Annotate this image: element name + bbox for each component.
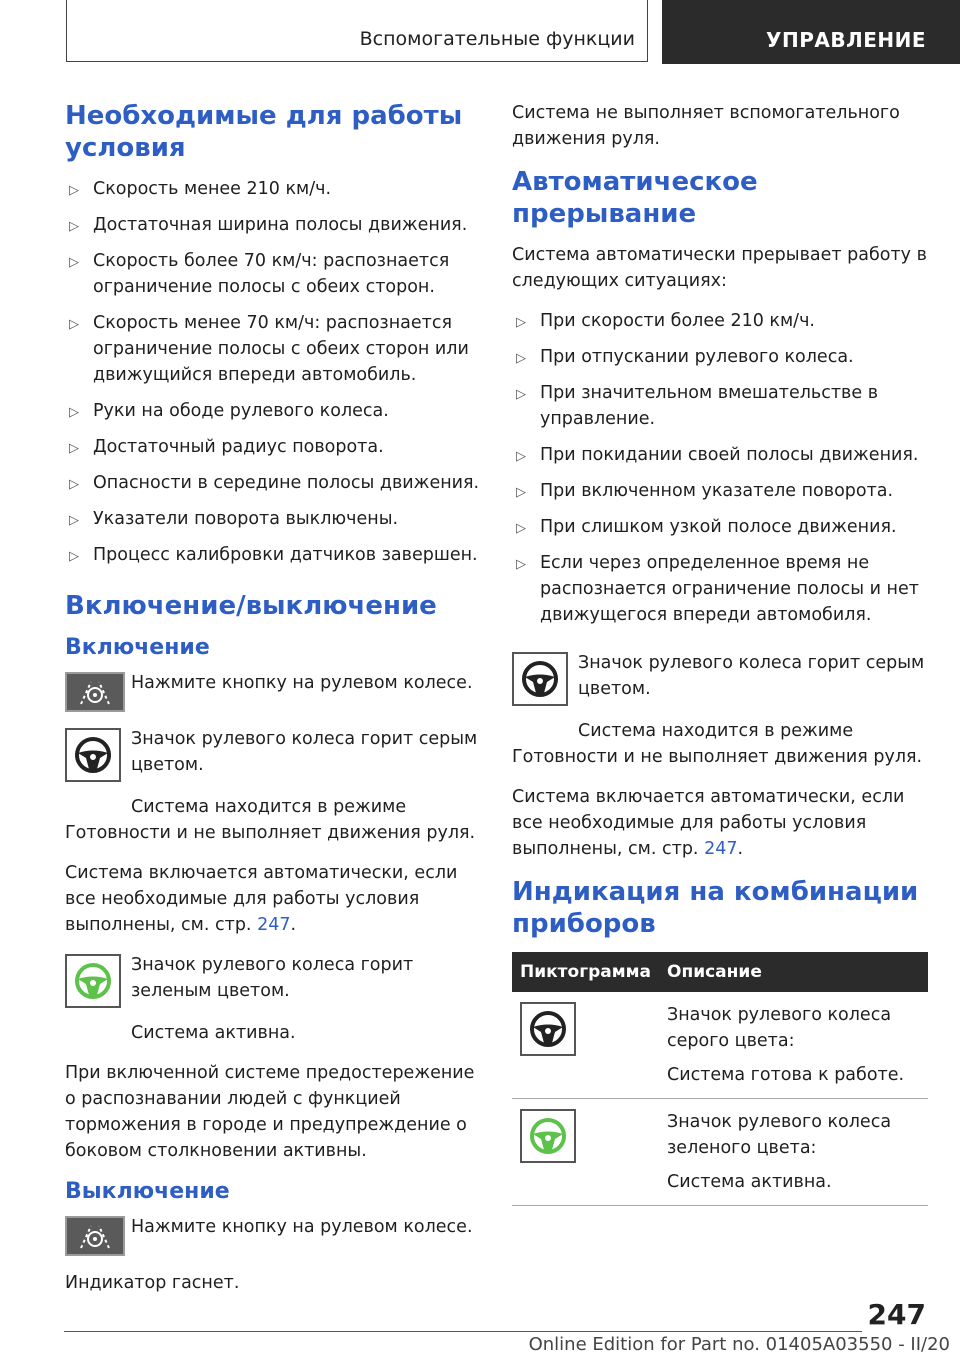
green-icon-text: Значок рулевого колеса горит зеленым цветом. [131, 955, 414, 1001]
switch-off-row [65, 1214, 481, 1262]
list-item: ▷ Указатели поворота выключены. [65, 506, 481, 532]
ready-text: Система находится в режиме Готовности и не выполняет движения руля. [512, 721, 923, 767]
footer-edition: Online Edition for Part no. 01405A03550 - II/20 [528, 1334, 950, 1355]
triangle-bullet-icon: ▷ [69, 405, 79, 420]
triangle-bullet-icon: ▷ [69, 513, 79, 528]
page-link[interactable]: 247 [257, 915, 291, 935]
steering-wheel-green-icon [520, 1109, 576, 1163]
switch-on-instruction: Нажмите кнопку на рулевом колесе. [131, 673, 473, 693]
triangle-bullet-icon: ▷ [516, 351, 526, 366]
table-header-pictogram: Пиктограмма [512, 952, 659, 992]
interrupts-list [512, 308, 928, 628]
grey-icon-row-right [512, 650, 928, 710]
table-cell-icon [512, 992, 659, 1099]
list-item: ▷ Скорость менее 210 км/ч. [65, 176, 481, 202]
green-icon-row [65, 952, 481, 1012]
switch-off-instruction: Нажмите кнопку на рулевом колесе. [131, 1217, 473, 1237]
table-row [512, 1099, 928, 1206]
header-section-title: Вспомогательные функции [359, 28, 635, 50]
conditions-list [65, 176, 481, 568]
heading-cluster: Индикация на комбинации приборов [512, 877, 919, 939]
heading-switch-off: Выключение [65, 1179, 230, 1204]
heading-switch-on: Включение [65, 635, 210, 660]
list-item: ▷ Скорость менее 70 км/ч: распознается ограничение полосы с обеих сторон или движущийся впереди автомобиль. [69, 313, 469, 385]
table-cell-description: Значок рулевого колеса серого цвета: Система готова к работе. [659, 992, 928, 1099]
heading-on-off: Включение/выключение [65, 591, 437, 621]
grey-icon-text: Значок рулевого колеса горит серым цветом. [131, 729, 478, 775]
list-item: ▷ При слишком узкой полосе движения. [512, 514, 928, 540]
steering-wheel-grey-icon [65, 728, 121, 782]
indicator-off-text: Индикатор гаснет. [65, 1273, 240, 1293]
triangle-bullet-icon: ▷ [516, 387, 526, 402]
triangle-bullet-icon: ▷ [69, 317, 79, 332]
triangle-bullet-icon: ▷ [69, 477, 79, 492]
steering-wheel-grey-icon [512, 652, 568, 706]
table-header-description: Описание [659, 952, 928, 992]
triangle-bullet-icon: ▷ [516, 557, 526, 572]
grey-icon-text: Значок рулевого колеса горит серым цветом. [578, 653, 925, 699]
page-number: 247 [867, 1298, 926, 1331]
auto-on-text: Система включается автоматически, если все необходимые для работы условия выполнены, см. стр. 247. [512, 787, 905, 859]
right-column [512, 100, 928, 1206]
auto-on-text: Система включается автоматически, если все необходимые для работы условия выполнены, см. стр. 247. [65, 863, 458, 935]
triangle-bullet-icon: ▷ [69, 549, 79, 564]
triangle-bullet-icon: ▷ [69, 441, 79, 456]
triangle-bullet-icon: ▷ [69, 255, 79, 270]
list-item: ▷ При скорости более 210 км/ч. [512, 308, 928, 334]
heading-conditions: Необходимые для работы условия [65, 101, 463, 163]
steering-wheel-green-icon [65, 954, 121, 1008]
list-item: ▷ При включенном указателе поворота. [512, 478, 928, 504]
heading-auto-interrupt: Автоматическое прерывание [512, 167, 758, 229]
list-item: ▷ При покидании своей полосы движения. [512, 442, 928, 468]
steering-assist-button-icon [65, 672, 125, 712]
list-item: ▷ Руки на ободе рулевого колеса. [65, 398, 481, 424]
table-row [512, 992, 928, 1099]
list-item: ▷ Процесс калибровки датчиков завершен. [65, 542, 481, 568]
table-cell-icon [512, 1099, 659, 1206]
list-item: ▷ Достаточный радиус поворота. [65, 434, 481, 460]
auto-interrupt-text: Система автоматически прерывает работу в следующих ситуациях: [512, 245, 927, 291]
triangle-bullet-icon: ▷ [516, 485, 526, 500]
triangle-bullet-icon: ▷ [69, 183, 79, 198]
header-chapter-title: УПРАВЛЕНИЕ [766, 28, 926, 52]
warning-text: При включенной системе предостережение о распознавании людей с функцией торможения в городе и предупреждение о боковом столкновении активны. [65, 1063, 475, 1161]
triangle-bullet-icon: ▷ [69, 219, 79, 234]
list-item: ▷ При значительном вмешательстве в управление. [516, 383, 879, 429]
steering-wheel-grey-icon [520, 1002, 576, 1056]
intro-text: Система не выполняет вспомогательного движения руля. [512, 103, 900, 149]
list-item: ▷ Опасности в середине полосы движения. [65, 470, 481, 496]
list-item: ▷ Скорость более 70 км/ч: распознается ограничение полосы с обеих сторон. [69, 251, 450, 297]
steering-assist-button-icon [65, 1216, 125, 1256]
header-section-box [66, 0, 648, 62]
triangle-bullet-icon: ▷ [516, 449, 526, 464]
list-item: ▷ Если через определенное время не распознается ограничение полосы и нет движущегося впереди автомобиля. [516, 553, 919, 625]
list-item: ▷ Достаточная ширина полосы движения. [65, 212, 481, 238]
ready-text: Система находится в режиме Готовности и не выполняет движения руля. [65, 797, 476, 843]
left-column [65, 100, 481, 1310]
list-item: ▷ При отпускании рулевого колеса. [512, 344, 928, 370]
header-chapter-box [662, 0, 960, 64]
page-link[interactable]: 247 [704, 839, 738, 859]
cluster-table [512, 952, 928, 1206]
triangle-bullet-icon: ▷ [516, 521, 526, 536]
footer-divider [64, 1331, 862, 1332]
active-text: Система активна. [131, 1023, 296, 1043]
grey-icon-row [65, 726, 481, 786]
triangle-bullet-icon: ▷ [516, 315, 526, 330]
switch-on-row [65, 670, 481, 718]
table-header-row [512, 952, 928, 992]
table-cell-description: Значок рулевого колеса зеленого цвета: Система активна. [659, 1099, 928, 1206]
